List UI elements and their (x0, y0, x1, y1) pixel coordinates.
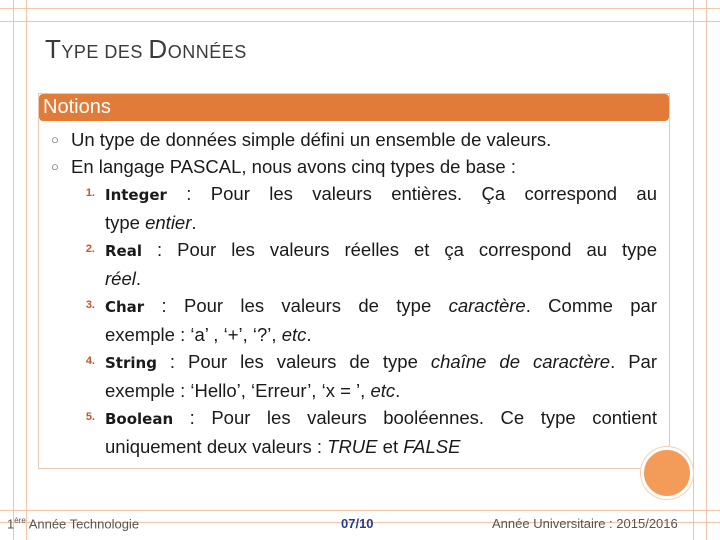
item-line (105, 236, 657, 265)
item-emphasis: entier (145, 212, 192, 233)
footer-course-sup: ère (14, 516, 26, 525)
type-item-integer (71, 180, 657, 236)
item-emphasis: caractère (448, 295, 526, 316)
bullet-ring-icon: ○ (51, 159, 59, 174)
title-part: YPE DES (61, 42, 149, 62)
item-text: type (105, 212, 146, 233)
item-keyword: String (105, 354, 157, 372)
decor-rule (13, 0, 14, 540)
bullet-text: En langage PASCAL, nous avons cinq types de base : (71, 156, 516, 177)
item-text: : Pour les valeurs entières. Ça correspond au (166, 183, 657, 204)
item-number: 4. (85, 355, 95, 367)
footer-course-text: Année Technologie (25, 516, 140, 532)
item-text: uniquement deux valeurs : (105, 436, 328, 457)
item-keyword: Real (105, 242, 142, 260)
item-line (105, 292, 657, 321)
title-part: D (148, 34, 168, 64)
item-text: : Pour les valeurs booléennes. Ce type contient (173, 407, 657, 428)
footer-course-num: 1 (7, 516, 15, 532)
item-emphasis: TRUE (327, 436, 378, 457)
decor-rule (0, 21, 720, 22)
item-text: . Par (610, 351, 658, 372)
item-keyword: Char (105, 298, 145, 316)
item-line (105, 404, 657, 433)
item-number: 1. (85, 187, 95, 199)
item-text: et (377, 436, 404, 457)
bullet-text: Un type de données simple défini un ensemble de valeurs. (71, 129, 552, 150)
item-line (105, 265, 657, 292)
decor-rule (706, 0, 707, 540)
decor-circle (641, 447, 693, 499)
type-item-string (71, 348, 657, 404)
item-emphasis: FALSE (403, 436, 461, 457)
title-part: T (45, 34, 62, 64)
item-text: exemple : ‘Hello’, ‘Erreur’, ‘x = ’, (105, 380, 371, 401)
page-number: 07/10 (341, 516, 374, 531)
item-line (105, 180, 657, 209)
title-part: ONNÉES (167, 42, 247, 62)
notions-panel (38, 93, 670, 469)
item-keyword: Integer (105, 186, 167, 204)
item-text: exemple : ‘a’ , ‘+’, ‘?’, (105, 324, 282, 345)
item-line (105, 348, 657, 377)
item-text: : Pour les valeurs de type (156, 351, 431, 372)
bullet-item (51, 126, 656, 153)
footer-year: Année Universitaire : 2015/2016 (492, 516, 678, 531)
type-list (71, 180, 657, 460)
item-line (105, 377, 657, 404)
decor-rule (0, 510, 720, 511)
item-text: . (395, 380, 401, 401)
item-text: : Pour les valeurs de type (144, 295, 449, 316)
item-emphasis: etc (281, 324, 307, 345)
decor-rule (26, 0, 27, 540)
item-text: . (191, 212, 197, 233)
item-emphasis: chaîne de caractère (430, 351, 611, 372)
item-emphasis: réel (105, 268, 136, 289)
bullet-ring-icon: ○ (51, 132, 59, 147)
item-line (105, 209, 657, 236)
type-item-real (71, 236, 657, 292)
item-keyword: Boolean (105, 410, 174, 428)
item-text: : Pour les valeurs réelles et ça correspond au type (142, 239, 657, 260)
item-number: 5. (85, 411, 95, 423)
type-item-char (71, 292, 657, 348)
item-line (105, 321, 657, 348)
bullet-item (51, 153, 656, 180)
item-text: . (306, 324, 312, 345)
footer-course (7, 516, 139, 531)
type-item-boolean (71, 404, 657, 460)
panel-header-label: Notions (43, 96, 111, 118)
item-text: . Comme par (525, 295, 657, 316)
panel-header (39, 94, 669, 121)
item-text: . (135, 268, 141, 289)
decor-rule (693, 0, 694, 540)
decor-rule (0, 8, 720, 9)
bullet-list (51, 126, 656, 180)
slide-title (45, 34, 247, 65)
item-emphasis: etc (370, 380, 396, 401)
item-number: 3. (85, 299, 95, 311)
item-line (105, 433, 657, 460)
item-number: 2. (85, 243, 95, 255)
